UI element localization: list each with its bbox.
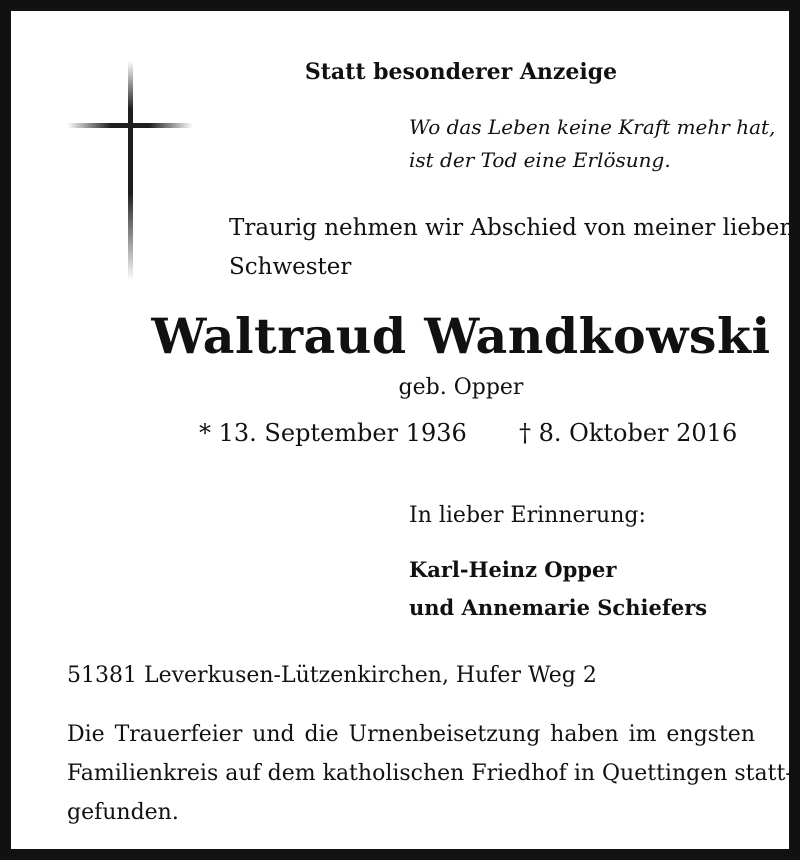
funeral-note-line-3: gefunden. [67, 800, 179, 825]
birth-date: * 13. September 1936 [199, 419, 467, 447]
quote [409, 111, 775, 177]
intro-line-1: Traurig nehmen wir Abschied von meiner lieben [229, 215, 795, 241]
deceased-name: Waltraud Wandkowski [151, 307, 771, 365]
intro-text [229, 209, 794, 287]
cross-vertical-beam [128, 61, 133, 281]
death-date: † 8. Oktober 2016 [519, 419, 738, 447]
cross-horizontal-beam [67, 123, 193, 128]
address: 51381 Leverkusen-Lützenkirchen, Hufer Weg 2 [67, 663, 597, 688]
mourners [409, 551, 707, 627]
intro-line-2: Schwester [229, 254, 352, 280]
funeral-note-line-2: Familienkreis auf dem katholischen Friedhof in Quettingen statt- [67, 761, 793, 786]
quote-line-1: Wo das Leben keine Kraft mehr hat, [409, 115, 776, 139]
memory-label: In lieber Erinnerung: [409, 503, 646, 528]
funeral-note-line-1: Die Trauerfeier und die Urnenbeisetzung haben im engsten [67, 722, 755, 747]
notice-header: Statt besonderer Anzeige [304, 59, 618, 85]
mourner-line: Karl-Heinz Opper [409, 557, 617, 582]
quote-line-2: ist der Tod eine Erlösung. [409, 148, 671, 172]
funeral-note [67, 715, 793, 832]
mourner-line: und Annemarie Schiefers [409, 595, 708, 620]
maiden-name: geb. Opper [398, 375, 524, 400]
cross-icon [67, 61, 193, 281]
